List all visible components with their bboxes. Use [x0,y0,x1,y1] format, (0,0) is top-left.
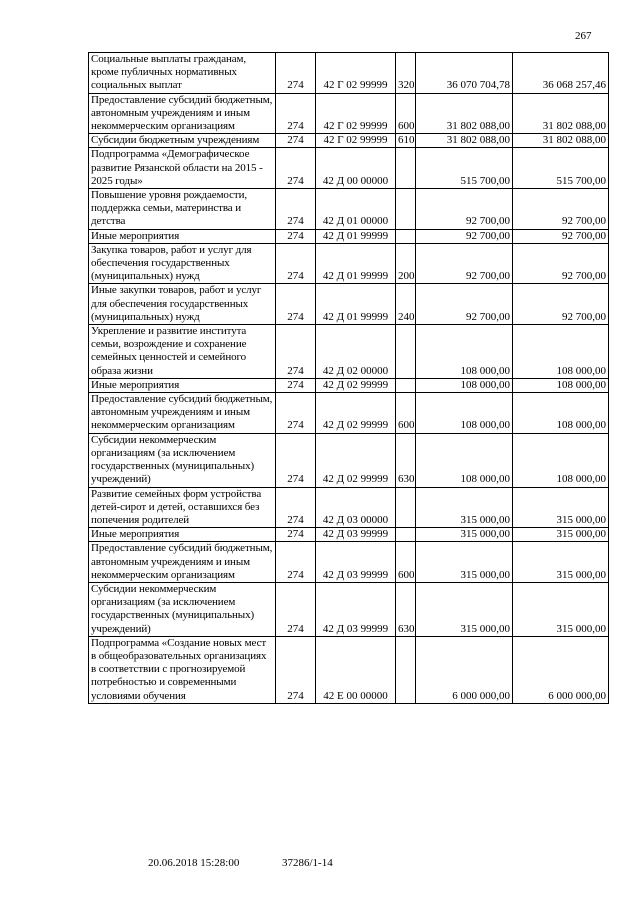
amount-actual-cell: 92 700,00 [513,284,609,325]
target-article-cell: 42 Д 03 00000 [316,487,396,528]
department-code-cell: 274 [276,393,316,434]
table-row [89,582,609,636]
amount-actual-cell: 108 000,00 [513,393,609,434]
target-article-cell: 42 Д 02 99999 [316,393,396,434]
target-article-cell: 42 Д 01 99999 [316,284,396,325]
amount-actual-cell: 315 000,00 [513,487,609,528]
footer-document-number: 37286/1-14 [282,857,333,869]
row-name-cell: Иные мероприятия [89,229,276,243]
amount-actual-cell: 108 000,00 [513,325,609,379]
department-code-cell: 274 [276,636,316,703]
expense-type-cell [396,528,416,542]
amount-plan-cell: 315 000,00 [416,487,513,528]
department-code-cell: 274 [276,284,316,325]
page-number: 267 [575,30,592,42]
target-article-cell: 42 Д 00 00000 [316,148,396,189]
department-code-cell: 274 [276,528,316,542]
department-code-cell: 274 [276,582,316,636]
table-row [89,243,609,284]
amount-actual-cell: 92 700,00 [513,243,609,284]
department-code-cell: 274 [276,148,316,189]
amount-plan-cell: 31 802 088,00 [416,134,513,148]
row-name-cell: Субсидии некоммерческим организациям (за исключением государственных (муниципальных) учреждений) [89,433,276,487]
table-row [89,284,609,325]
amount-plan-cell: 6 000 000,00 [416,636,513,703]
row-name-cell: Иные мероприятия [89,528,276,542]
amount-actual-cell: 92 700,00 [513,189,609,230]
row-name-cell: Подпрограмма «Демографическое развитие Рязанской области на 2015 - 2025 годы» [89,148,276,189]
department-code-cell: 274 [276,378,316,392]
amount-plan-cell: 92 700,00 [416,229,513,243]
target-article-cell: 42 Д 03 99999 [316,582,396,636]
expense-type-cell: 240 [396,284,416,325]
amount-actual-cell: 31 802 088,00 [513,93,609,134]
amount-actual-cell: 108 000,00 [513,433,609,487]
department-code-cell: 274 [276,53,316,94]
expense-type-cell: 320 [396,53,416,94]
amount-plan-cell: 108 000,00 [416,378,513,392]
table-row [89,134,609,148]
table-row [89,148,609,189]
row-name-cell: Повышение уровня рождаемости, поддержка семьи, материнства и детства [89,189,276,230]
target-article-cell: 42 Е 00 00000 [316,636,396,703]
target-article-cell: 42 Д 01 99999 [316,243,396,284]
table-row [89,393,609,434]
amount-plan-cell: 515 700,00 [416,148,513,189]
amount-plan-cell: 315 000,00 [416,542,513,583]
table-row [89,487,609,528]
table-row [89,325,609,379]
expense-type-cell: 600 [396,542,416,583]
target-article-cell: 42 Д 01 99999 [316,229,396,243]
row-name-cell: Иные мероприятия [89,378,276,392]
row-name-cell: Субсидии некоммерческим организациям (за исключением государственных (муниципальных) учреждений) [89,582,276,636]
department-code-cell: 274 [276,325,316,379]
amount-actual-cell: 92 700,00 [513,229,609,243]
target-article-cell: 42 Д 02 99999 [316,433,396,487]
expense-type-cell [396,487,416,528]
amount-plan-cell: 92 700,00 [416,284,513,325]
table-row [89,433,609,487]
amount-actual-cell: 31 802 088,00 [513,134,609,148]
target-article-cell: 42 Д 03 99999 [316,542,396,583]
table-row [89,93,609,134]
target-article-cell: 42 Д 03 99999 [316,528,396,542]
table-row [89,528,609,542]
row-name-cell: Укрепление и развитие института семьи, возрождение и сохранение семейных ценностей и семейного образа жизни [89,325,276,379]
amount-actual-cell: 315 000,00 [513,528,609,542]
department-code-cell: 274 [276,134,316,148]
department-code-cell: 274 [276,487,316,528]
amount-actual-cell: 515 700,00 [513,148,609,189]
expense-type-cell: 600 [396,393,416,434]
table-row [89,229,609,243]
expense-type-cell: 610 [396,134,416,148]
expense-type-cell [396,636,416,703]
amount-actual-cell: 6 000 000,00 [513,636,609,703]
row-name-cell: Предоставление субсидий бюджетным, автономным учреждениям и иным некоммерческим организациям [89,93,276,134]
expense-type-cell [396,325,416,379]
target-article-cell: 42 Г 02 99999 [316,134,396,148]
expense-type-cell: 200 [396,243,416,284]
row-name-cell: Предоставление субсидий бюджетным, автономным учреждениям и иным некоммерческим организациям [89,393,276,434]
target-article-cell: 42 Д 01 00000 [316,189,396,230]
amount-plan-cell: 315 000,00 [416,528,513,542]
expense-type-cell: 630 [396,582,416,636]
footer-date: 20.06.2018 15:28:00 [148,857,240,869]
department-code-cell: 274 [276,433,316,487]
row-name-cell: Субсидии бюджетным учреждениям [89,134,276,148]
amount-plan-cell: 92 700,00 [416,243,513,284]
table-row [89,636,609,703]
row-name-cell: Подпрограмма «Создание новых мест в общеобразовательных организациях в соответствии с прогнозируемой потребностью и современными условиями обучения [89,636,276,703]
amount-plan-cell: 108 000,00 [416,433,513,487]
table-row [89,378,609,392]
table-row [89,189,609,230]
budget-table [88,52,609,704]
amount-actual-cell: 36 068 257,46 [513,53,609,94]
table-row [89,53,609,94]
expense-type-cell: 630 [396,433,416,487]
target-article-cell: 42 Г 02 99999 [316,93,396,134]
amount-plan-cell: 36 070 704,78 [416,53,513,94]
amount-plan-cell: 315 000,00 [416,582,513,636]
table-body [89,53,609,704]
expense-type-cell [396,148,416,189]
row-name-cell: Социальные выплаты гражданам, кроме публичных нормативных социальных выплат [89,53,276,94]
target-article-cell: 42 Д 02 00000 [316,325,396,379]
row-name-cell: Развитие семейных форм устройства детей-сирот и детей, оставшихся без попечения родителей [89,487,276,528]
expense-type-cell [396,229,416,243]
amount-actual-cell: 315 000,00 [513,582,609,636]
department-code-cell: 274 [276,229,316,243]
department-code-cell: 274 [276,93,316,134]
target-article-cell: 42 Г 02 99999 [316,53,396,94]
amount-plan-cell: 108 000,00 [416,325,513,379]
expense-type-cell [396,189,416,230]
amount-plan-cell: 92 700,00 [416,189,513,230]
row-name-cell: Иные закупки товаров, работ и услуг для обеспечения государственных (муниципальных) нужд [89,284,276,325]
department-code-cell: 274 [276,542,316,583]
amount-plan-cell: 108 000,00 [416,393,513,434]
expense-type-cell [396,378,416,392]
amount-plan-cell: 31 802 088,00 [416,93,513,134]
expense-type-cell: 600 [396,93,416,134]
row-name-cell: Предоставление субсидий бюджетным, автономным учреждениям и иным некоммерческим организациям [89,542,276,583]
amount-actual-cell: 315 000,00 [513,542,609,583]
row-name-cell: Закупка товаров, работ и услуг для обеспечения государственных (муниципальных) нужд [89,243,276,284]
amount-actual-cell: 108 000,00 [513,378,609,392]
table-row [89,542,609,583]
department-code-cell: 274 [276,243,316,284]
department-code-cell: 274 [276,189,316,230]
target-article-cell: 42 Д 02 99999 [316,378,396,392]
